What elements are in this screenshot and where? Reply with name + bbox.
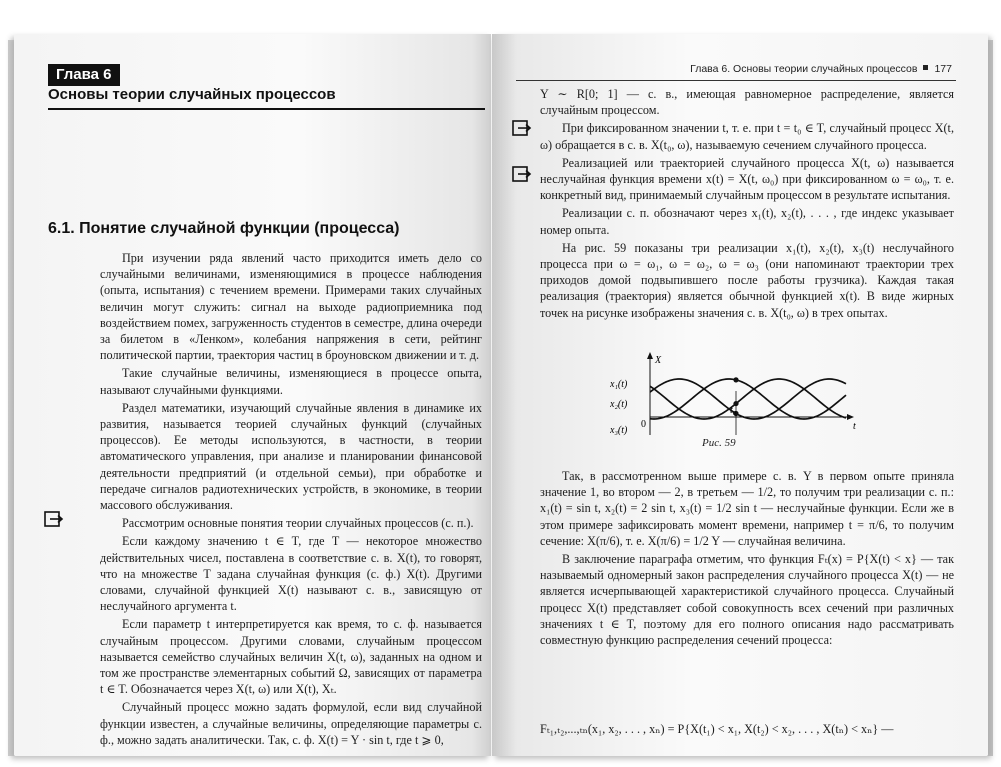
paragraph: Y ∼ R[0; 1] — с. в., имеющая равномерное распределение, является случайным процессом. (540, 87, 954, 118)
label-x3: x₃(t) (610, 425, 628, 436)
right-page (492, 34, 988, 756)
note-arrow-icon (44, 511, 64, 527)
y-axis-arrow-icon (647, 352, 653, 359)
figure-59 (610, 351, 870, 439)
origin-label: 0 (641, 419, 646, 430)
paragraph: Раздел математики, изучающий случайные явления в динамике их развития, называется теорией случайных функций (случайных процессов). Ее методы используются, в частности, в теории автоматического управления, при анализе и планировании финансовой деятельности предприятий (и отдельной семьи), при обработке и передаче сигналов радиотехнических устройств, в экономике, в теории массового обслуживания. (100, 400, 482, 513)
right-body-text-bottom (540, 468, 954, 650)
axis-x-label: t (853, 421, 856, 432)
running-head-title: Глава 6. Основы теории случайных процессов (690, 63, 918, 75)
left-body-text (100, 250, 482, 750)
label-x2: x₂(t) (610, 399, 628, 410)
paragraph: Случайный процесс можно задать формулой, если вид случайной функции известен, а случайные величины, определяющие параметры с. ф., можно задать аналитически. Так, с. ф. X(t) = Y · sin t, где t ⩾ 0, (100, 700, 482, 747)
header-rule (516, 80, 956, 81)
paragraph: Такие случайные величины, изменяющиеся в процессе опыта, называют случайными функциями. (100, 366, 482, 397)
note-arrow-icon (512, 166, 532, 182)
paragraph: Реализации с. п. обозначают через x₁(t), x₂(t), . . . , где индекс указывает номер опыта. (540, 206, 954, 237)
paragraph: Если каждому значению t ∈ T, где T — некоторое множество действительных чисел, поставлена в соответствие с. в. X(t), то говорят, что на множестве T задана случайная функция (с. ф.) X(t). Другими словами, случайной функцией X(t) называют с. в., зависящую от неслучайного аргумента t. (100, 534, 482, 614)
chapter-title: Основы теории случайных процессов (48, 86, 336, 103)
chapter-label: Глава 6 (48, 64, 120, 86)
paragraph: Если параметр t интерпретируется как время, то с. ф. называется случайным процессом. Другими словами, случайным процессом называется семейство случайных величин X(t, ω), заданных на одном и том же пространстве элементарных событий Ω, зависящих от параметра t ∈ T. Обозначается через X(t, ω) или X(t), Xₜ. (100, 617, 482, 697)
separator-square-icon (923, 65, 928, 70)
distribution-formula: Fₜ₁,ₜ₂,...,ₜₙ(x₁, x₂, . . . , xₙ) = P{X(t₁) < x₁, X(t₂) < x₂, . . . , X(tₙ) < xₙ} — (540, 722, 894, 736)
paragraph: Рассмотрим основные понятия теории случайных процессов (с. п.). (122, 516, 474, 531)
left-page (14, 34, 491, 756)
paragraph: Реализацией или траекторией случайного процесса X(t, ω) называется неслучайная функция времени x(t) = X(t, ω₀) при фиксированном ω = ω₀, т. е. конкретный вид, принимаемый случайным процессом в результате испытания. (540, 155, 954, 203)
axis-y-label: X (655, 355, 662, 366)
paragraph: При фиксированном значении t, т. е. при t = t₀ ∈ T, случайный процесс X(t, ω) обращается в с. в. X(t₀, ω), называемую сечением случайного процесса. (540, 121, 954, 152)
right-body-text-top (540, 86, 954, 323)
chapter-rule (48, 108, 485, 110)
paragraph: На рис. 59 показаны три реализации x₁(t), x₂(t), x₃(t) неслучайного процесса при ω = ω₁, ω = ω₂, ω = ω₃ (они напоминают траектории трех приходов домой подвыпившего после работы грузчика). Каждая такая реализация (траектория) является обычной функцией x(t). В виде жирных точек на рисунке изображены значения с. в. X(t₀, ω) в трех опытах. (540, 240, 954, 320)
figure-caption: Рис. 59 (702, 437, 736, 449)
section-point (733, 377, 738, 382)
paragraph: В заключение параграфа отметим, что функция Fₜ(x) = P{X(t) < x} — так называемый одномерный закон распределения случайного процесса X(t) — не является исчерпывающей характеристикой случайного процесса. Случайный процесс X(t) представляет собой совокупность всех сечений при различных значениях t ∈ T, поэтому для его полного описания надо рассматривать совместную функцию распределения сечений процесса: (540, 552, 954, 648)
note-arrow-icon (512, 120, 532, 136)
t0-label: t₀ (730, 405, 737, 416)
running-head (670, 63, 952, 75)
page-number: 177 (934, 63, 952, 75)
section-heading: 6.1. Понятие случайной функции (процесса) (48, 220, 400, 237)
paragraph: Так, в рассмотренном выше примере с. в. Y в первом опыте приняла значение 1, во втором — 2, в третьем — 1/2, то получим три реализации с. п.: x₁(t) = sin t, x₂(t) = 2 sin t, x₃(t) = 1/2 sin t — неслучайные функции. Если же в этом примере зафиксировать момент времени, например t = π/6, то получим сечение: X(π/6), т. е. X(π/6) = 1/2 Y — случайная величина. (540, 469, 954, 548)
label-x1: x₁(t) (610, 379, 628, 390)
x-axis-arrow-icon (847, 414, 854, 420)
paragraph: При изучении ряда явлений часто приходится иметь дело со случайными величинами, изменяющимися в процессе наблюдения (опыта, испытания) с течением времени. Примерами таких случайных величин могут служить: сигнал на выходе радиоприемника под воздействием помех, загруженность студентов в семестре, длина очереди за билетом в «Ленком», колебания напряжения в сети, рейтинг политической партии, траектория частиц в броуновском движении и т. д. (100, 251, 482, 363)
